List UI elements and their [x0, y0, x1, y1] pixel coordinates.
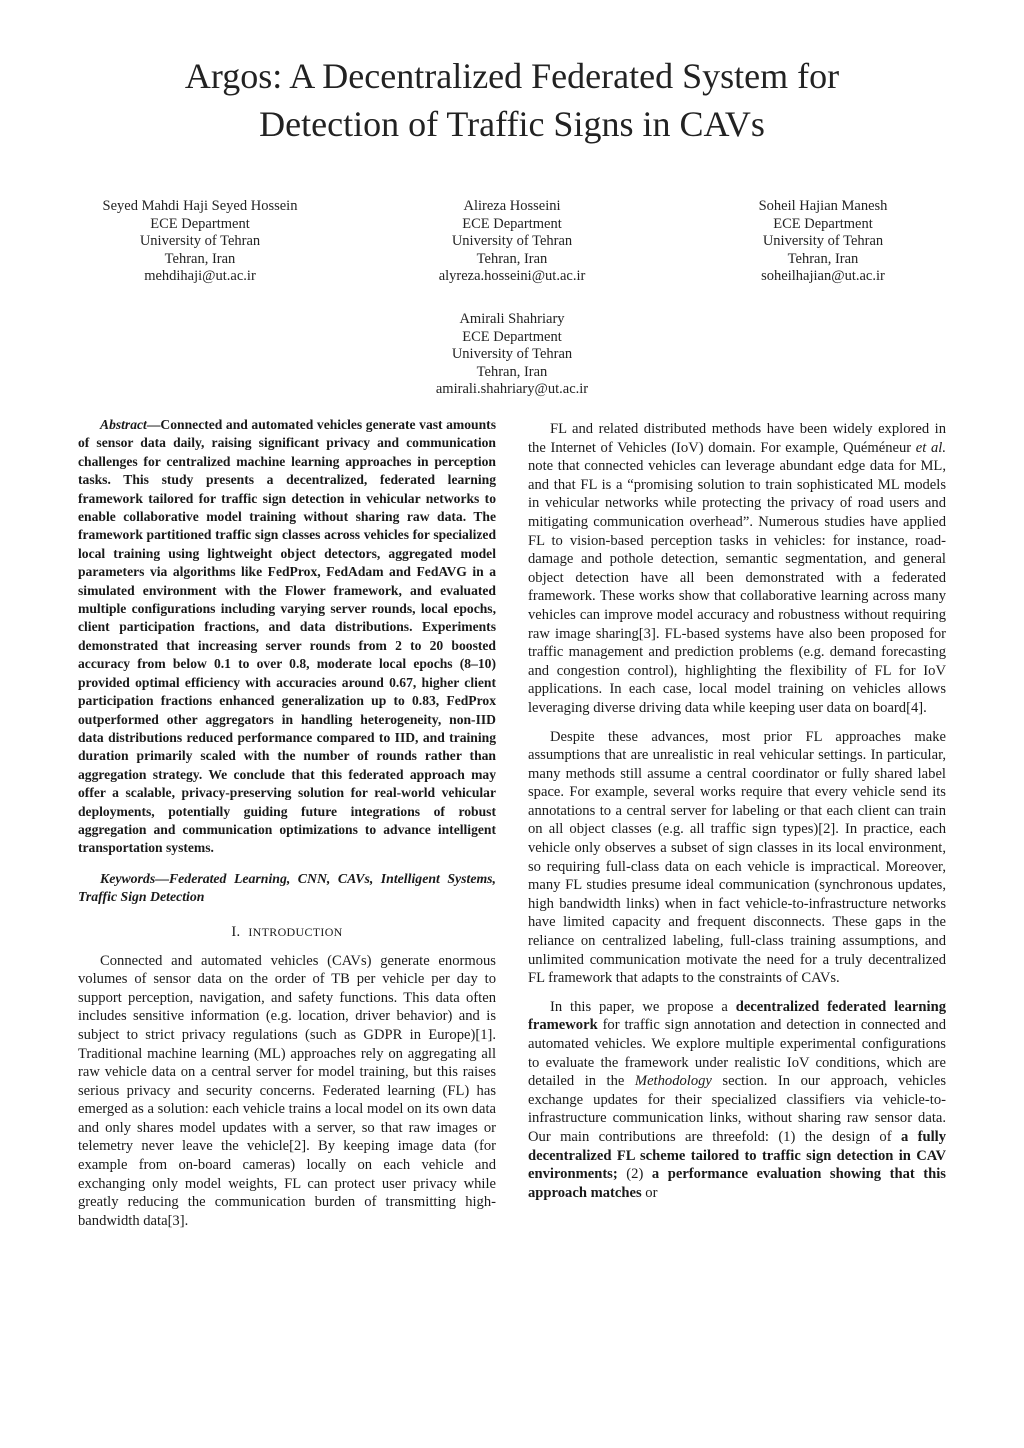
intro-paragraph-3: Despite these advances, most prior FL approaches make assumptions that are unrealistic in real vehicular settings. In particular, many methods still assume a central coordinator or fully shared label space. For example, several works require that every vehicle send its annotations to a central server for labeling or that each client can train on all object classes (e.g. all traffic sign types)[2]. In practice, each vehicle only observes a subset of sign classes in its local environment, so requiring full-class data on each vehicle is impractical. Moreover, many FL studies presume ideal communication (synchronous updates, high bandwidth links) when in fact vehicle-to-infrastructure networks have limited capacity and frequent disconnects. These gaps in the reliance on centralized labeling, full-class training assumptions, and unlimited communication motivate the need for a truly decentralized FL framework that adapts to the constraints of CAVs. [528, 728, 946, 987]
author-location: Tehran, Iran [476, 363, 548, 380]
abstract-text: —Connected and automated vehicles generate vast amounts of sensor data daily, raising significant privacy and communication challenges for centralized machine learning approaches in perception tasks. This study presents a decentralized, federated learning framework tailored for traffic sign detection in vehicular networks to enable collaborative model training without sharing raw data. The framework partitioned traffic sign classes across vehicles for specialized local training using lightweight object detectors, aggregated model parameters via algorithms like FedProx, FedAdam and FedAVG in a simulated environment with the Flower framework, and evaluated multiple configurations including varying server rounds, local epochs, client participation fractions, and data distributions. Experiments demonstrated that increasing server rounds from 2 to 20 boosted accuracy from below 0.1 to over 0.8, moderate local epochs (8–10) provided optimal efficiency with accuracies around 0.67, higher client participation fractions enhanced generalization up to 0.83, FedProx outperformed other aggregators in handling heterogeneity, non-IID data distributions reduced performance compared to IID, and training duration primarily scaled with the number of rounds rather than aggregation strategy. We conclude that this federated approach may offer a scalable, privacy-preserving solution for real-world vehicular deployments, potentially guiding future integrations of robust aggregation and communication optimizations to advance intelligent transportation systems. [78, 417, 496, 856]
author-block-4 [382, 311, 642, 399]
paper-title [0, 52, 1024, 148]
keywords: Keywords—Federated Learning, CNN, CAVs, Intelligent Systems, Traffic Sign Detection [78, 870, 496, 905]
author-name: Seyed Mahdi Haji Seyed Hossein [102, 198, 298, 214]
author-name: Soheil Hajian Manesh [758, 198, 888, 214]
text-run-italic: et al. [915, 439, 946, 456]
intro-paragraph-2 [528, 420, 946, 718]
author-department: ECE Department [462, 328, 562, 345]
abstract [78, 416, 496, 858]
text-run: or [641, 1184, 658, 1201]
right-column [528, 420, 946, 1212]
author-location: Tehran, Iran [476, 250, 548, 267]
author-department: ECE Department [462, 215, 562, 232]
intro-paragraph-4 [528, 998, 946, 1203]
author-email[interactable]: mehdihaji@ut.ac.ir [144, 268, 256, 285]
text-run: FL and related distributed methods have been widely explored in the Internet of Vehicles (IoV) domain. For example, Quéméneur [528, 421, 946, 456]
section-heading-introduction [78, 923, 496, 942]
intro-paragraph-1: Connected and automated vehicles (CAVs) generate enormous volumes of sensor data on the order of TB per vehicle per day to support perception, navigation, and safety functions. This data often includes sensitive information (e.g. location, driver behavior) and is subject to strict privacy regulations (such as GDPR in Europe)[1]. Traditional machine learning (ML) approaches rely on aggregating all raw vehicle data on a central server for model training, but this raises serious privacy and security concerns. Federated learning (FL) has emerged as a solution: each vehicle trains a local model on its own data and only shares model updates with a server, so that raw images or telemetry never leave the vehicle[2]. By keeping image data (for example from on-board cameras) locally on each vehicle and exchanging only model weights, FL can protect user privacy while greatly reducing the communication burden of transmitting high-bandwidth data[3]. [78, 952, 496, 1229]
author-university: University of Tehran [451, 233, 573, 250]
text-run-bold: a fully decentralized FL scheme tailored to traffic sign detection in CAV environments; [528, 1128, 946, 1183]
author-location: Tehran, Iran [164, 250, 236, 267]
paper-title-line-1: Argos: A Decentralized Federated System for [184, 56, 840, 96]
author-location: Tehran, Iran [787, 250, 859, 267]
text-run-bold: a performance evaluation showing that this approach matches [528, 1166, 946, 1201]
author-university: University of Tehran [762, 233, 884, 250]
author-email[interactable]: alyreza.hosseini@ut.ac.ir [438, 268, 586, 285]
author-email[interactable]: soheilhajian@ut.ac.ir [761, 268, 885, 285]
author-university: University of Tehran [451, 346, 573, 363]
text-run: In this paper, we propose a [550, 998, 736, 1015]
author-department: ECE Department [773, 215, 873, 232]
text-run-italic: Methodology [634, 1073, 712, 1090]
author-block-3 [693, 198, 953, 286]
text-run: (2) [617, 1166, 652, 1183]
author-department: ECE Department [150, 215, 250, 232]
author-block-2 [382, 198, 642, 286]
text-run: for traffic sign annotation and detection in connected and automated vehicles. We explore multiple experimental configurations to evaluate the framework under realistic IoV conditions, which are detailed in the [528, 1017, 946, 1090]
section-title: INTRODUCTION [248, 924, 343, 939]
text-run-bold: decentralized federated learning framework [528, 998, 946, 1034]
author-block-1 [70, 198, 330, 286]
paper-title-line-2: Detection of Traffic Signs in CAVs [259, 104, 765, 144]
left-column [78, 416, 496, 1240]
author-university: University of Tehran [139, 233, 261, 250]
author-name: Alireza Hosseini [463, 198, 561, 214]
abstract-label: Abstract [100, 417, 147, 432]
section-number: I. [231, 923, 241, 940]
text-run: section. In our approach, vehicles exchange updates for their specialized classifiers via vehicle-to-infrastructure communication links, without sharing raw sensor data. Our main contributions are threefold: (1) the design of [528, 1073, 946, 1145]
author-email[interactable]: amirali.shahriary@ut.ac.ir [435, 381, 589, 398]
author-name: Amirali Shahriary [459, 311, 565, 327]
text-run: note that connected vehicles can leverage abundant edge data for ML, and that FL is a “promising solution to train sophisticated ML models in vehicular networks while protecting the privacy of road users and mitigating communication overhead”. Numerous studies have applied FL to vision-based perception tasks in vehicles: for instance, road-damage and pothole detection, semantic segmentation, and general object detection have all been demonstrated with a federated framework. These works show that collaborative learning across many vehicles can improve model accuracy and robustness without requiring raw image sharing[3]. FL-based systems have also been proposed for traffic management and prediction problems (e.g. demand forecasting and congestion control), highlighting the flexibility of FL for IoV applications. In each case, local model training on vehicles allows leveraging diverse driving data while keeping user data on board[4]. [528, 458, 946, 716]
